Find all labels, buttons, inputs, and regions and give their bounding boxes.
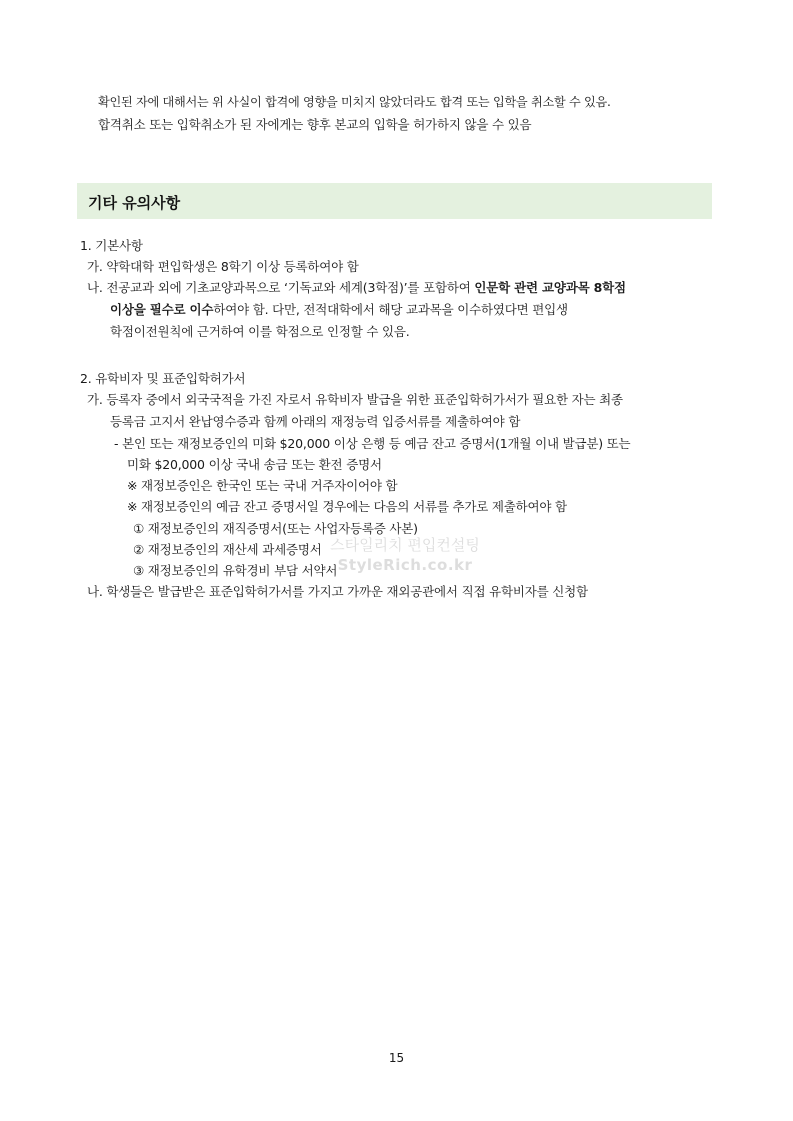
visa-dash-line-1: - 본인 또는 재정보증인의 미화 $20,000 이상 은행 등 예금 잔고 증명서(1개월 이내 발급분) 또는 bbox=[114, 436, 631, 451]
visa-sub-item-2: ② 재정보증인의 재산세 과세증명서 bbox=[133, 542, 322, 557]
section-header bbox=[77, 183, 712, 219]
visa-dash-line-2: 미화 $20,000 이상 국내 송금 또는 환전 증명서 bbox=[127, 457, 382, 472]
basic-item-na-line-1 bbox=[87, 280, 626, 296]
basic-item-na-prefix: 나. 전공교과 외에 기초교양과목으로 ‘기독교와 세계(3학점)’를 포함하여 bbox=[87, 280, 475, 295]
visa-sub-item-1: ① 재정보증인의 재직증명서(또는 사업자등록증 사본) bbox=[133, 521, 418, 536]
basic-item-na-line-3: 학점이전원칙에 근거하여 이를 학점으로 인정할 수 있음. bbox=[110, 324, 410, 339]
page-number: 15 bbox=[388, 1051, 405, 1065]
watermark-url: StyleRich.co.kr bbox=[337, 556, 473, 574]
visa-heading: 2. 유학비자 및 표준입학허가서 bbox=[80, 371, 246, 386]
basic-item-ga: 가. 약학대학 편입학생은 8학기 이상 등록하여야 함 bbox=[87, 259, 359, 274]
visa-item-na: 나. 학생들은 발급받은 표준입학허가서를 가지고 가까운 재외공관에서 직접 유학비자를 신청함 bbox=[87, 584, 588, 599]
basic-item-na-line-2 bbox=[110, 302, 568, 318]
basic-item-na-suffix: 하여야 함. 다만, 전적대학에서 해당 교과목을 이수하였다면 편입생 bbox=[213, 302, 568, 317]
intro-line-2: 합격취소 또는 입학취소가 된 자에게는 향후 본교의 입학을 허가하지 않을 수 있음 bbox=[98, 117, 532, 132]
visa-item-ga-line-2: 등록금 고지서 완납영수증과 함께 아래의 재정능력 입증서류를 제출하여야 함 bbox=[110, 414, 521, 429]
visa-sub-item-3: ③ 재정보증인의 유학경비 부담 서약서 bbox=[133, 563, 338, 578]
watermark bbox=[325, 535, 485, 575]
visa-note-2: ※ 재정보증인의 예금 잔고 증명서일 경우에는 다음의 서류를 추가로 제출하여야 함 bbox=[127, 499, 567, 514]
section-title: 기타 유의사항 bbox=[88, 194, 181, 212]
basic-heading: 1. 기본사항 bbox=[80, 238, 143, 253]
intro-line-1: 확인된 자에 대해서는 위 사실이 합격에 영향을 미치지 않았더라도 합격 또는 입학을 취소할 수 있음. bbox=[98, 95, 611, 109]
basic-item-na-emphasis-2: 이상을 필수로 이수 bbox=[110, 302, 214, 317]
visa-item-ga-line-1: 가. 등록자 중에서 외국국적을 가진 자로서 유학비자 발급을 위한 표준입학허가서가 필요한 자는 최종 bbox=[87, 392, 623, 407]
basic-item-na-emphasis-1: 인문학 관련 교양과목 8학점 bbox=[474, 280, 626, 295]
watermark-text: 스타일리치 편입컨설팅 bbox=[330, 536, 480, 554]
visa-note-1: ※ 재정보증인은 한국인 또는 국내 거주자이어야 함 bbox=[127, 478, 398, 493]
